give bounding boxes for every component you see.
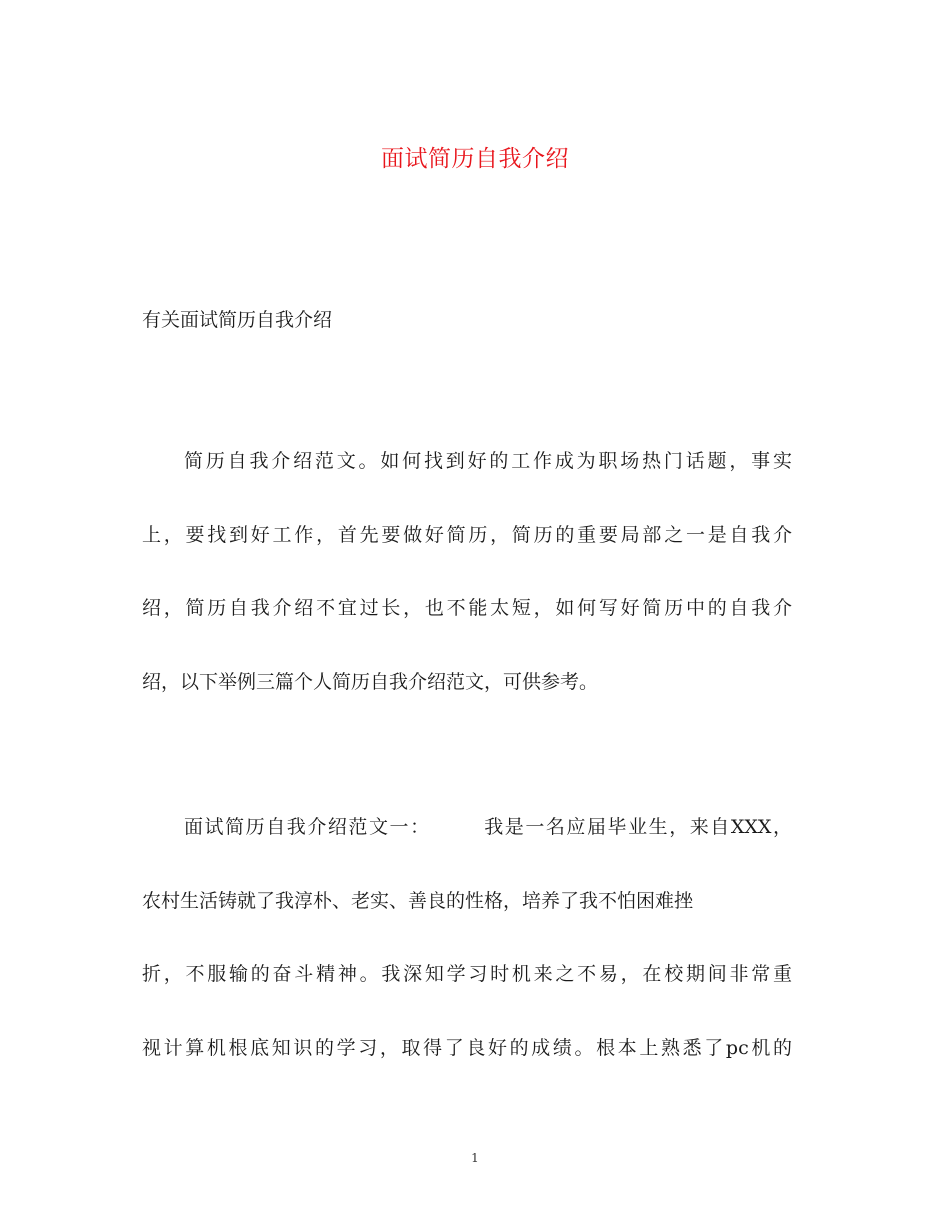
document-title: 面试简历自我介绍 (381, 146, 569, 172)
paragraph-first-line (142, 812, 792, 886)
sample-heading: 面试简历自我介绍范文一： (184, 816, 431, 838)
document-subtitle: 有关面试简历自我介绍 (142, 309, 333, 331)
paragraph-line: 上，要找到好工作，首先要做好简历，简历的重要局部之一是自我介 (142, 523, 792, 546)
paragraph-line: 农村生活铸就了我淳朴、老实、善良的性格，培养了我不怕困难挫 (142, 889, 694, 912)
sample-first-line-text: 我是一名应届毕业生，来自XXX， (482, 816, 792, 838)
intro-paragraph (142, 446, 792, 740)
paragraph-line: 简历自我介绍范文。如何找到好的工作成为职场热门话题，事实 (184, 450, 792, 472)
sample-paragraph-one (142, 812, 792, 1106)
page-number: 1 (471, 1151, 479, 1165)
paragraph-line: 绍，以下举例三篇个人简历自我介绍范文，可供参考。 (142, 670, 599, 693)
paragraph-line: 视计算机根底知识的学习，取得了良好的成绩。根本上熟悉了pc机的 (142, 1036, 792, 1059)
paragraph-line: 折，不服输的奋斗精神。我深知学习时机来之不易，在校期间非常重 (142, 963, 792, 985)
paragraph-line: 绍，简历自我介绍不宜过长，也不能太短，如何写好简历中的自我介 (142, 597, 792, 619)
